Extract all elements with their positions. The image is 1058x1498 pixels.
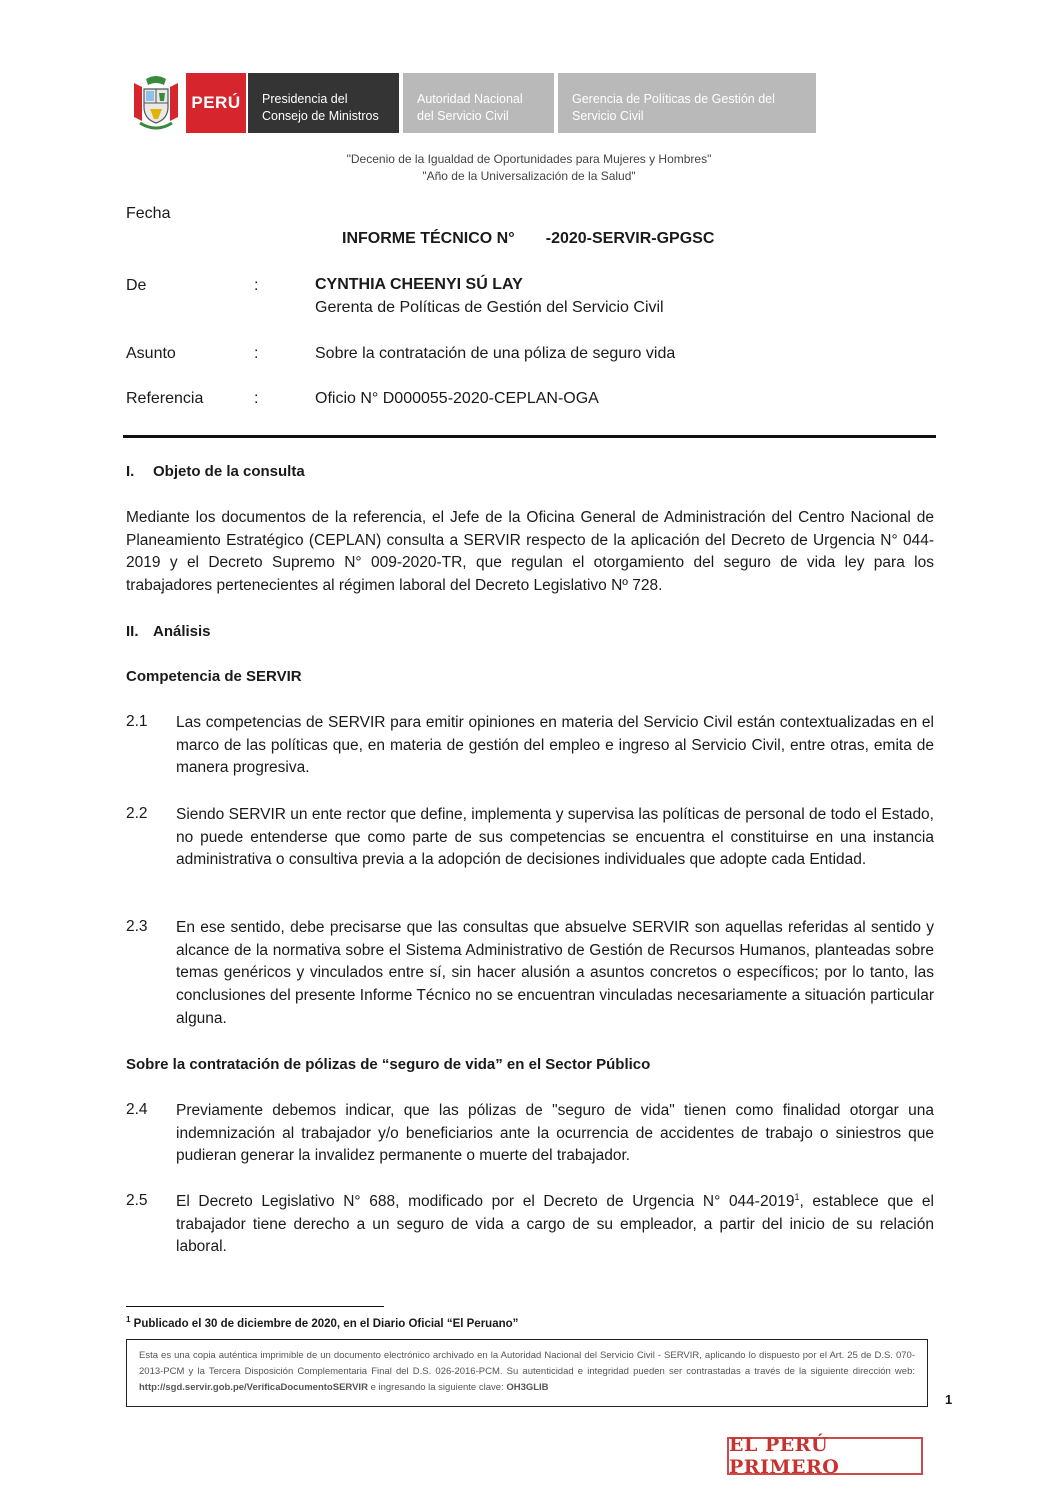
page-number: 1 [945,1392,953,1407]
subheading-seguro-vida: Sobre la contratación de pólizas de “seguro de vida” en el Sector Público [126,1056,651,1073]
de-role: Gerenta de Políticas de Gestión del Servicio Civil [315,299,664,316]
item-text: Las competencias de SERVIR para emitir opiniones en materia del Servicio Civil están contextualizadas en el marco de las políticas que, en materia de gestión del empleo e ingreso al Servicio Civil, entre otras, emita de manera progresiva. [176,714,934,777]
asunto-colon: : [254,345,259,362]
item-number: 2.1 [126,713,148,730]
document-title: INFORME TÉCNICO N° -2020-SERVIR-GPGSC [342,230,715,247]
coat-of-arms-logo [128,73,184,133]
authenticity-note: Esta es una copia auténtica imprimible de un documento electrónico archivado en la Autoridad Nacional del Servicio Civil - SERVIR, aplicando lo dispuesto por el Art. 25 de D.S. 070-2013-PCM y la Tercera Disposición Complementaria Final del D.S. 026-2016-PCM. Su autenticidad e integridad pueden ser contrastadas a través de la siguiente dirección web: http://sgd.servir.gob.pe/VerificaDocumentoSERVIR e ingresando la siguiente clave: OH3GLIB [126,1339,928,1407]
referencia-colon: : [254,390,259,407]
header-gerencia: Gerencia de Políticas de Gestión del Servicio Civil [558,73,816,133]
item-number: 2.4 [126,1101,148,1118]
referencia-label: Referencia [126,390,204,407]
section-2-number: II. [126,623,139,640]
verification-link[interactable]: http://sgd.servir.gob.pe/VerificaDocumentoSERVIR [139,1382,368,1393]
item-text: El Decreto Legislativo N° 688, modificado por el Decreto de Urgencia N° 044-2019$^1$, establece que el trabajador tiene derecho a un seguro de vida a cargo de su empleador, a partir del inicio de su relación laboral. [176,1191,934,1256]
de-name: CYNTHIA CHEENYI SÚ LAY [315,276,523,293]
verification-key: OH3GLIB [506,1382,549,1393]
footnote-ref: 1 [794,1191,800,1202]
el-peru-primero-logo: EL PERÚ PRIMERO [727,1437,923,1475]
item-number: 2.3 [126,918,148,935]
decenio-line-1: "Decenio de la Igualdad de Oportunidades para Mujeres y Hombres" [346,152,712,166]
section-2-title: Análisis [153,623,211,640]
referencia-value: Oficio N° D000055-2020-CEPLAN-OGA [315,390,599,407]
asunto-value: Sobre la contratación de una póliza de seguro vida [315,345,676,362]
footnote: $^1$ Publicado el 30 de diciembre de 2020, en el Diario Oficial “El Peruano” [126,1315,519,1330]
item-number: 2.5 [126,1192,148,1209]
de-colon: : [254,277,259,294]
item-number: 2.2 [126,805,148,822]
fecha-label: Fecha [126,205,171,222]
de-label: De [126,277,147,294]
separator-rule [123,435,936,438]
peru-brand-logo: PERÚ [186,73,246,133]
item-text: En ese sentido, debe precisarse que las consultas que absuelve SERVIR son aquellas referidas al sentido y alcance de la normativa sobre el Sistema Administrativo de Gestión de Recursos Humanos, planteadas sobre temas genéricos y vinculados entre sí, sin hacer alusión a asuntos concretos o específicos; por lo tanto, las conclusiones del presente Informe Técnico no se encuentran vinculadas necesariamente a situación particular alguna. [176,919,934,1027]
footnote-rule [126,1306,384,1307]
header-servir: Autoridad Nacional del Servicio Civil [403,73,554,133]
decenio-line-2: "Año de la Universalización de la Salud" [422,169,636,183]
item-text: Previamente debemos indicar, que las pólizas de "seguro de vida" tienen como finalidad otorgar una indemnización al trabajador y/o beneficiarios ante la ocurrencia de accidentes de trabajo o siniestros que pudieran generar la invalidez permanente o muerte del trabajador. [176,1102,934,1165]
item-text: Siendo SERVIR un ente rector que define, implementa y supervisa las políticas de personal de todo el Estado, no puede entenderse que como parte de sus competencias se encuentra el constituirse en una instancia administrativa o consultiva previa a la adopción de decisiones individuales que adopte cada Entidad. [176,806,934,869]
subheading-competencia: Competencia de SERVIR [126,668,302,685]
section-1-body: Mediante los documentos de la referencia, el Jefe de la Oficina General de Administración del Centro Nacional de Planeamiento Estratégico (CEPLAN) consulta a SERVIR respecto de la aplicación del Decreto de Urgencia N° 044-2019 y el Decreto Supremo N° 009-2020-TR, que regulan el otorgamiento del seguro de vida ley para los trabajadores pertenecientes al régimen laboral del Decreto Legislativo Nº 728. [126,509,934,595]
section-1-number: I. [126,463,135,480]
asunto-label: Asunto [126,345,176,362]
section-1-title: Objeto de la consulta [153,463,305,480]
header-presidencia: Presidencia del Consejo de Ministros [248,73,399,133]
